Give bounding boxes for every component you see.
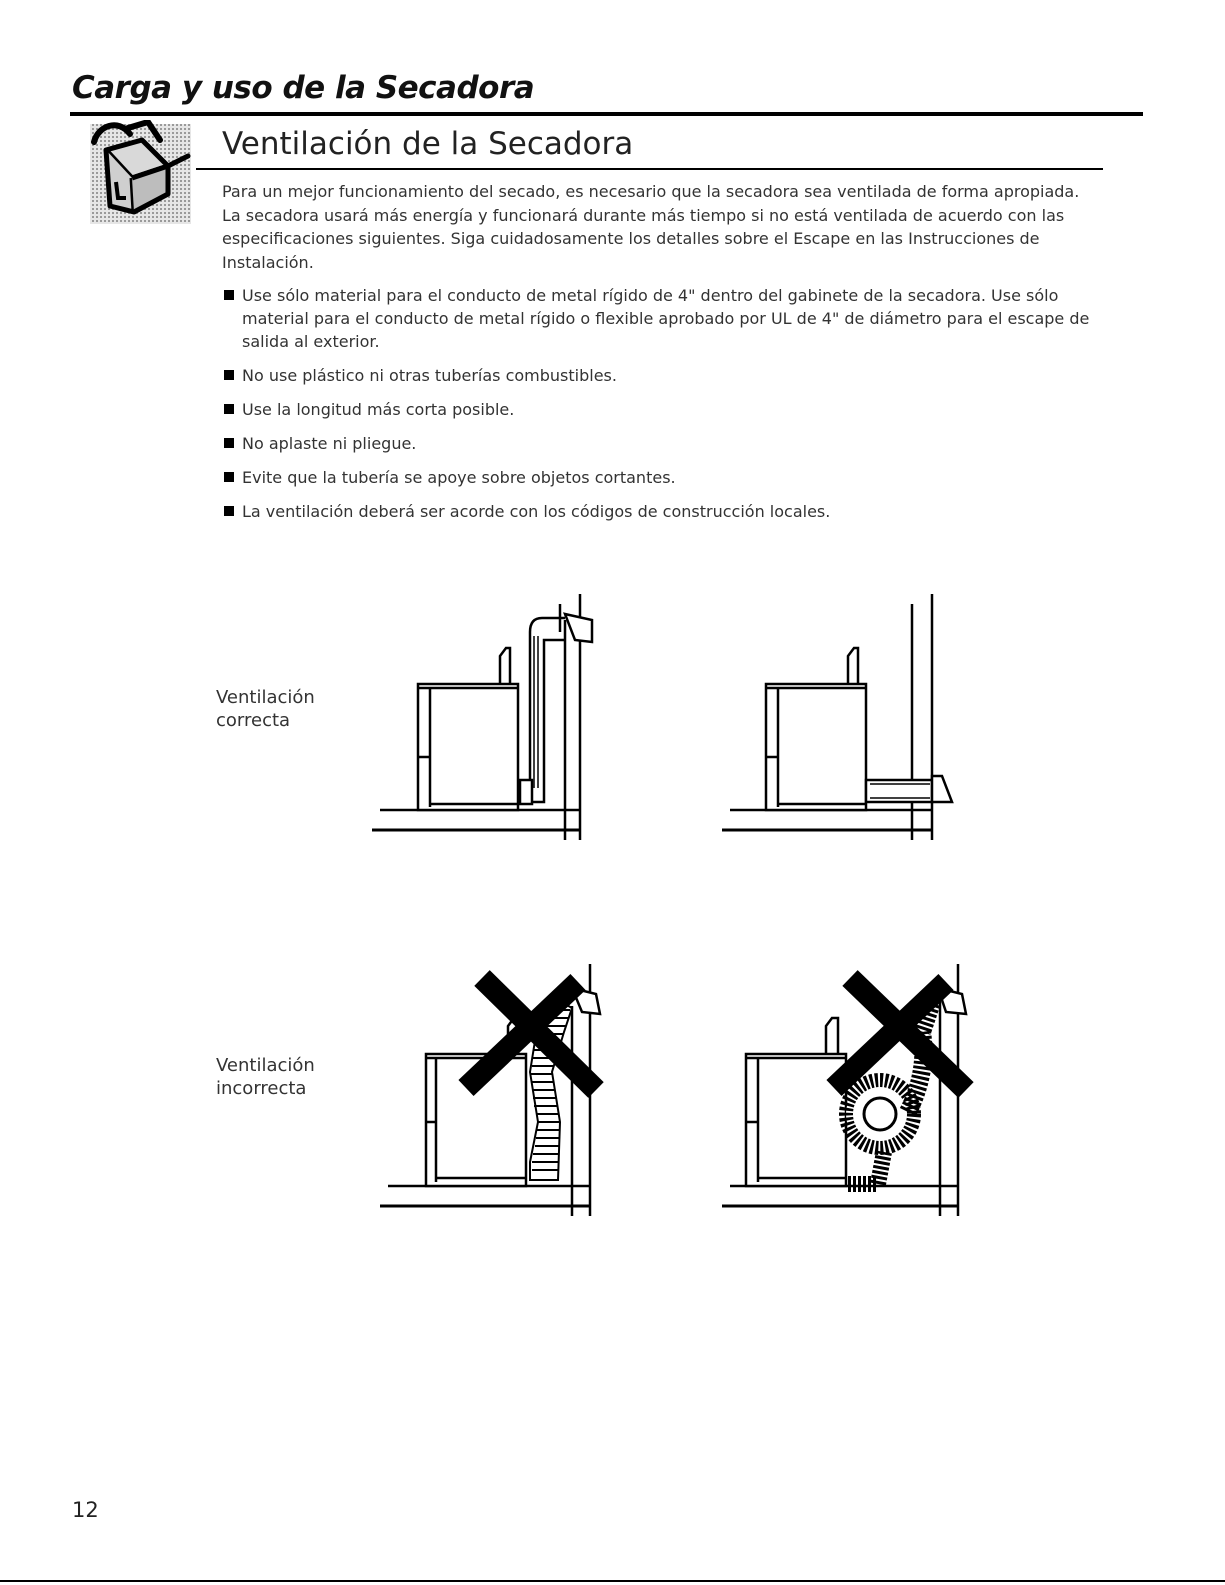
dryer-vent-icon — [88, 120, 193, 226]
page-number: 12 — [72, 1498, 99, 1522]
list-item-text: No aplaste ni pliegue. — [242, 434, 417, 453]
list-item — [222, 284, 1102, 353]
intro-paragraph: Para un mejor funcionamiento del secado, es necesario que la secadora sea ventilada de forma apropiada. La secadora usará más energía y funcionará durante más tiempo si no está ventilada de acuerdo con las especificaciones siguientes. Siga cuidadosamente los detalles sobre el Escape en las Instrucciones de Instalación. — [222, 182, 1080, 272]
list-item — [222, 466, 1102, 489]
header-rule — [70, 112, 1143, 116]
page-subtitle: Ventilación de la Secadora — [222, 126, 634, 162]
section-title: Carga y uso de la Secadora — [72, 70, 535, 106]
incorrect-vent-figure-coiled — [718, 962, 978, 1221]
correct-vent-label: Ventilación correcta — [216, 687, 315, 731]
requirements-list — [222, 284, 1102, 534]
list-item-text: No use plástico ni otras tuberías combustibles. — [242, 366, 617, 385]
list-item — [222, 500, 1102, 523]
bullet-square-icon — [224, 472, 234, 482]
list-item — [222, 432, 1102, 455]
bullet-square-icon — [224, 370, 234, 380]
correct-vent-figure-rigid-up — [370, 592, 600, 846]
bullet-square-icon — [224, 506, 234, 516]
list-item-text: Use la longitud más corta posible. — [242, 400, 515, 419]
list-item-text: Use sólo material para el conducto de metal rígido de 4" dentro del gabinete de la secadora. Use sólo material para el conducto de metal rígido o flexible aprobado por UL de 4" de diámetro para el escape de salida al exterior. — [242, 286, 1090, 351]
footer-rule — [0, 1580, 1225, 1582]
list-item — [222, 364, 1102, 387]
bullet-square-icon — [224, 438, 234, 448]
incorrect-vent-figure-flex-up — [378, 962, 618, 1221]
subtitle-rule — [196, 168, 1103, 170]
bullet-square-icon — [224, 404, 234, 414]
list-item — [222, 398, 1102, 421]
x-mark-icon — [834, 978, 966, 1090]
bullet-square-icon — [224, 290, 234, 300]
list-item-text: La ventilación deberá ser acorde con los códigos de construcción locales. — [242, 502, 831, 521]
incorrect-vent-label: Ventilación incorrecta — [216, 1055, 315, 1099]
list-item-text: Evite que la tubería se apoye sobre objetos cortantes. — [242, 468, 676, 487]
correct-vent-figure-direct — [720, 592, 960, 846]
